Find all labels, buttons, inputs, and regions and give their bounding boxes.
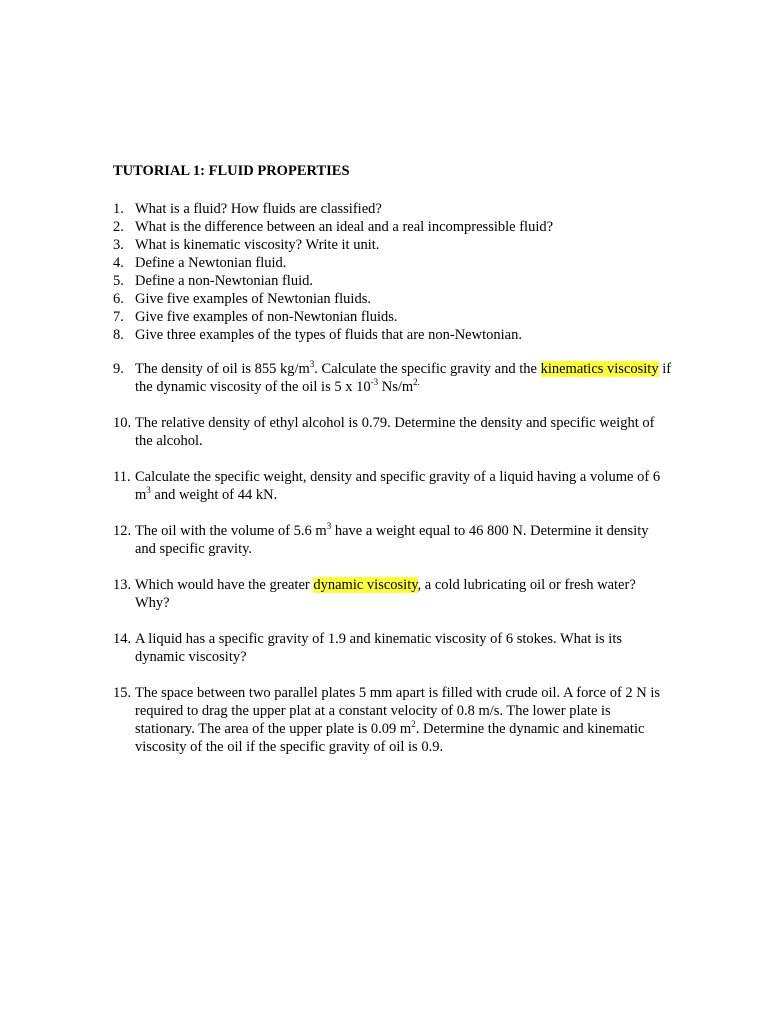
page-title: TUTORIAL 1: FLUID PROPERTIES [113,163,350,179]
question-number: 12. [113,523,132,539]
list-item [113,254,673,272]
question-number: 7. [113,309,124,325]
text-run: . Determine the dynamic and kinematic viscosity of the oil if the specific gravity of oil is 0.9. [135,721,645,755]
list-item [113,326,673,344]
short-question-list [113,200,673,344]
problem-list [113,360,673,774]
text-run: Ns/m [378,379,414,395]
superscript: 3 [146,485,151,495]
question-11 [113,468,673,504]
highlighted-text: kinematics viscosity [540,361,659,377]
list-item [113,200,673,218]
question-number: 2. [113,219,124,235]
superscript: 2. [413,377,420,387]
text-run: if the dynamic viscosity of the oil is 5 x 10 [135,361,672,395]
question-text: The relative density of ethyl alcohol is 0.79. Determine the density and specific weight of the alcohol. [135,415,655,449]
list-item [113,218,673,236]
question-text: What is the difference between an ideal and a real incompressible fluid? [135,219,554,235]
question-text [135,684,673,756]
question-15 [113,684,673,756]
question-number: 8. [113,327,124,343]
superscript: -3 [370,377,379,387]
question-text: Define a Newtonian fluid. [135,255,287,271]
question-number: 11. [113,469,131,485]
text-run: The space between two parallel plates 5 mm apart is filled with crude oil. A force of 2 N is required to drag the upper plat at a constant velocity of 0.8 m/s. The lower plate is stationary. The area of the upper plate is 0.09 m [135,685,661,737]
question-text [135,576,673,612]
superscript: 3 [309,359,315,369]
question-number: 1. [113,201,124,217]
text-run: Calculate the specific weight, density and specific gravity of a liquid having a volume of 6 m [135,469,661,503]
question-13 [113,576,673,612]
text-run: , a cold lubricating oil or fresh water? Why? [135,577,636,611]
question-number: 6. [113,291,124,307]
text-run: and weight of 44 kN. [150,487,278,503]
question-9 [113,360,673,396]
highlighted-text: dynamic viscosity [313,577,418,593]
question-number: 15. [113,685,132,701]
question-number: 4. [113,255,124,271]
superscript: 2 [411,719,416,729]
text-run: have a weight equal to 46 800 N. Determine it density and specific gravity. [135,523,649,557]
question-12 [113,522,673,558]
question-text [135,360,673,396]
question-text: A liquid has a specific gravity of 1.9 and kinematic viscosity of 6 stokes. What is its dynamic viscosity? [135,631,623,665]
question-10 [113,414,673,450]
question-text: What is kinematic viscosity? Write it unit. [135,237,380,253]
question-text: Define a non-Newtonian fluid. [135,273,313,289]
text-run: . Calculate the specific gravity and the [314,361,541,377]
question-number: 14. [113,631,132,647]
question-number: 13. [113,577,132,593]
text-run: The oil with the volume of 5.6 m [135,523,327,539]
question-text: Give three examples of the types of fluids that are non-Newtonian. [135,327,522,343]
list-item [113,308,673,326]
list-item [113,236,673,254]
list-item [113,290,673,308]
question-text [135,522,673,558]
superscript: 3 [326,521,332,531]
question-text: What is a fluid? How fluids are classified? [135,201,382,217]
text-run: The density of oil is 855 kg/m [135,361,310,377]
question-number: 5. [113,273,124,289]
question-number: 10. [113,415,132,431]
question-14 [113,630,673,666]
question-text: Give five examples of non-Newtonian fluids. [135,309,398,325]
question-number: 3. [113,237,124,253]
question-number: 9. [113,361,124,377]
text-run: Which would have the greater [135,577,314,593]
list-item [113,272,673,290]
question-text [135,468,673,504]
question-text: Give five examples of Newtonian fluids. [135,291,371,307]
